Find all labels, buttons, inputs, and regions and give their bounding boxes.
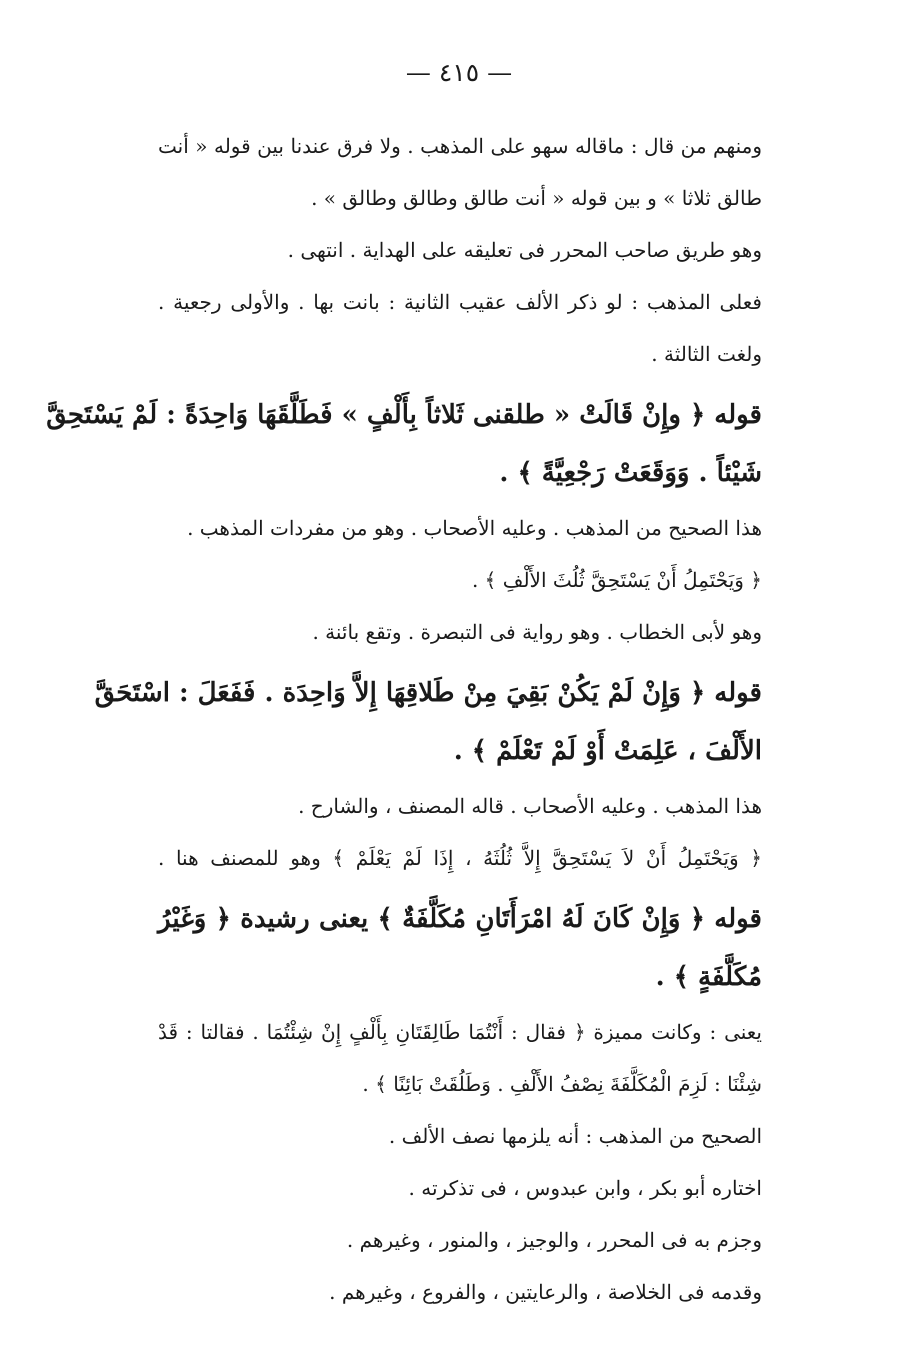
text-line: ﴿ وَيَحْتَمِلُ أَنْ لاَ يَسْتَحِقَّ إِلاَّ ثُلُثَهُ ، إِذَا لَمْ يَعْلَمْ ﴾ وهو للمصنف هنا .	[158, 846, 762, 870]
page-body	[46, 120, 762, 1318]
text-line: الصحيح من المذهب : أنه يلزمها نصف الألف .	[388, 1124, 762, 1148]
text-line: وهو طريق صاحب المحرر فى تعليقه على الهداية . انتهى .	[287, 238, 762, 262]
text-line: شِئْنَا : لَزِمَ الْمُكَلَّفَةَ نِصْفُ الأَلْفِ . وَطَلُقَتْ بَائِنًا ﴾ .	[362, 1072, 762, 1096]
text-line: اختاره أبو بكر ، وابن عبدوس ، فى تذكرته .	[408, 1176, 762, 1200]
text-line: وهو لأبى الخطاب . وهو رواية فى التبصرة . وتقع بائنة .	[312, 620, 762, 644]
quoted-text-line: مُكَلَّفَةٍ ﴾ .	[655, 962, 762, 992]
text-line: طالق ثلاثا » و بين قوله « أنت طالق وطالق وطالق » .	[311, 186, 762, 210]
text-line: وجزم به فى المحرر ، والوجيز ، والمنور ، وغيرهم .	[346, 1228, 762, 1252]
quoted-text-line: قوله ﴿ وَإِنْ كَانَ لَهُ امْرَأَتَانِ مُكَلَّفَةٌ ﴾ يعنى رشيدة ﴿ وَغَيْرُ	[158, 904, 762, 934]
text-line: هذا الصحيح من المذهب . وعليه الأصحاب . وهو من مفردات المذهب .	[187, 516, 762, 540]
text-line: فعلى المذهب : لو ذكر الألف عقيب الثانية : بانت بها . والأولى رجعية .	[158, 290, 762, 314]
page-number: — ٤١٥ —	[405, 58, 513, 87]
quoted-text-line: شَيْئاً . وَوَقَعَتْ رَجْعِيَّةً ﴾ .	[499, 458, 762, 488]
text-line: ولغت الثالثة .	[651, 342, 762, 366]
quoted-text-line: الأَلْفَ ، عَلِمَتْ أَوْ لَمْ تَعْلَمْ ﴾ .	[453, 736, 762, 766]
text-line: ﴿ وَيَحْتَمِلُ أَنْ يَسْتَحِقَّ ثُلُثَ الأَلْفِ ﴾ .	[471, 568, 762, 592]
quoted-text-line: قوله ﴿ وَإِنْ لَمْ يَكُنْ بَقِيَ مِنْ طَلاقِهَا إِلاَّ وَاحِدَة . فَفَعَلَ : اسْتَحَقَّ	[94, 678, 762, 708]
text-line: هذا المذهب . وعليه الأصحاب . قاله المصنف ، والشارح .	[298, 794, 762, 818]
text-line: ومنهم من قال : ماقاله سهو على المذهب . ولا فرق عندنا بين قوله « أنت	[158, 134, 762, 158]
quoted-text-line: قوله ﴿ وإِنْ قَالَتْ « طلقنى ثَلاثاً بِأَلْفٍ » فَطَلَّقَهَا وَاحِدَةً : لَمْ يَسْتَحِقَّ	[46, 400, 762, 430]
text-line: يعنى : وكانت مميزة ﴿ فقال : أَنْتُمَا طَالِقَتَانِ بِأَلْفٍ إِنْ شِئْتُمَا . فقالتا : قَدْ	[158, 1020, 762, 1044]
text-line: وقدمه فى الخلاصة ، والرعايتين ، والفروع ، وغيرهم .	[329, 1280, 762, 1304]
